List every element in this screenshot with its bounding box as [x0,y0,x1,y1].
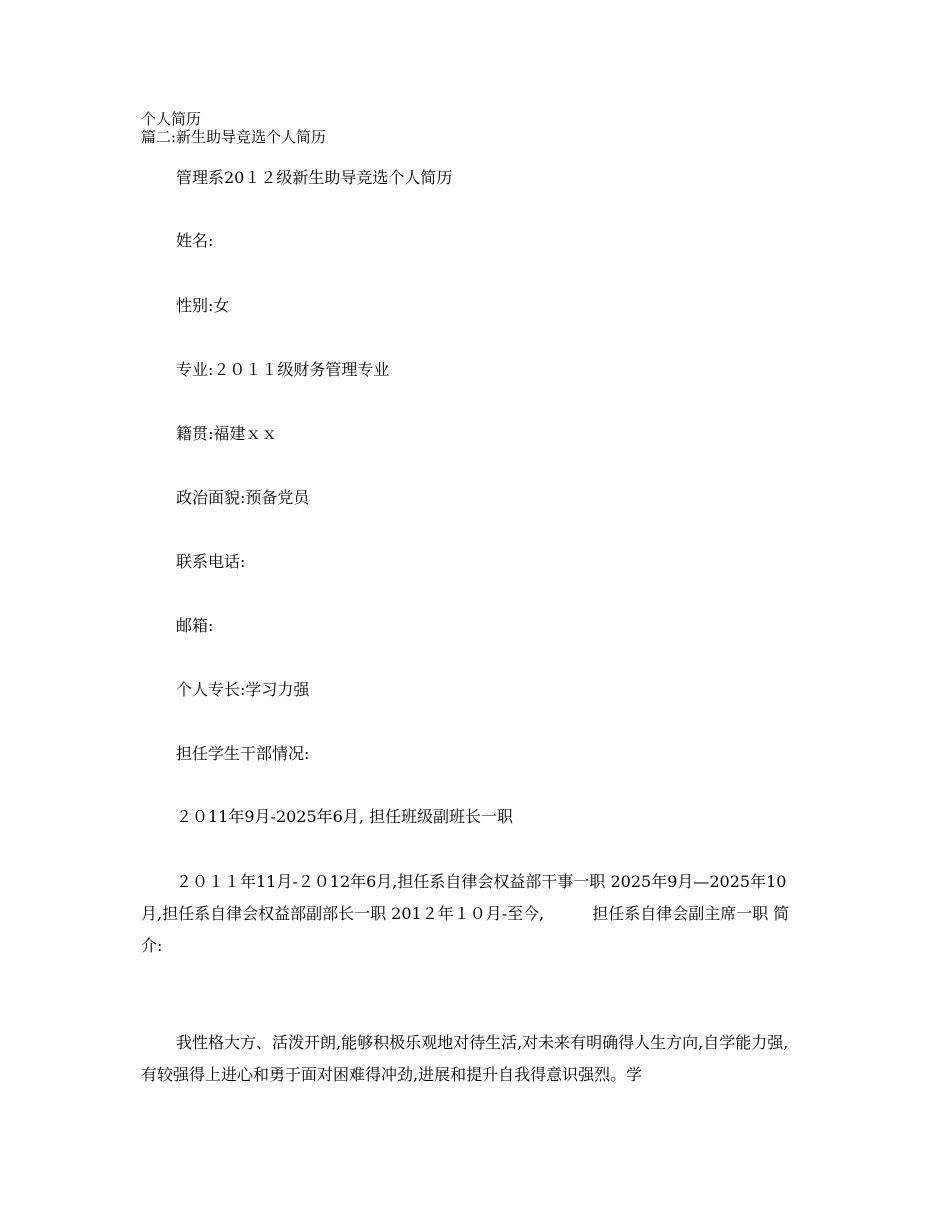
document-subtitle: 篇二:新生助导竞选个人简历 [141,128,327,146]
field-email: 邮箱: [176,616,214,635]
intro-paragraph [141,1027,803,1091]
field-major: 专业:２０１１级财务管理专业 [176,360,390,379]
field-specialty: 个人专长:学习力强 [176,680,310,699]
intro-paragraph-text: 我性格大方、活泼开朗,能够积极乐观地对待生活,对未来有明确得人生方向,自学能力强,有较强得上进心和勇于面对困难得冲劲,进展和提升自我得意识强烈。学 [141,1033,789,1084]
field-phone: 联系电话: [176,552,246,571]
resume-heading: 管理系20１２级新生助导竞选个人简历 [176,168,453,187]
document-title: 个人简历 [141,110,202,128]
experience-paragraph-text: ２０１１年11月-２０12年6月,担任系自律会权益部干事一职 2025年9月—2025年10月,担任系自律会权益部副部长一职 201２年１０月-至今, 担任系自律会副主席一职 简介: [141,872,790,955]
field-gender: 性别:女 [176,296,230,315]
experience-line-1: ２０11年9月-2025年6月, 担任班级副班长一职 [176,807,514,826]
experience-paragraph [141,866,803,962]
field-political-status: 政治面貌:预备党员 [176,488,310,507]
field-cadre-experience: 担任学生干部情况: [176,744,310,763]
field-name: 姓名: [176,231,214,250]
field-hometown: 籍贯:福建ｘｘ [176,424,278,443]
